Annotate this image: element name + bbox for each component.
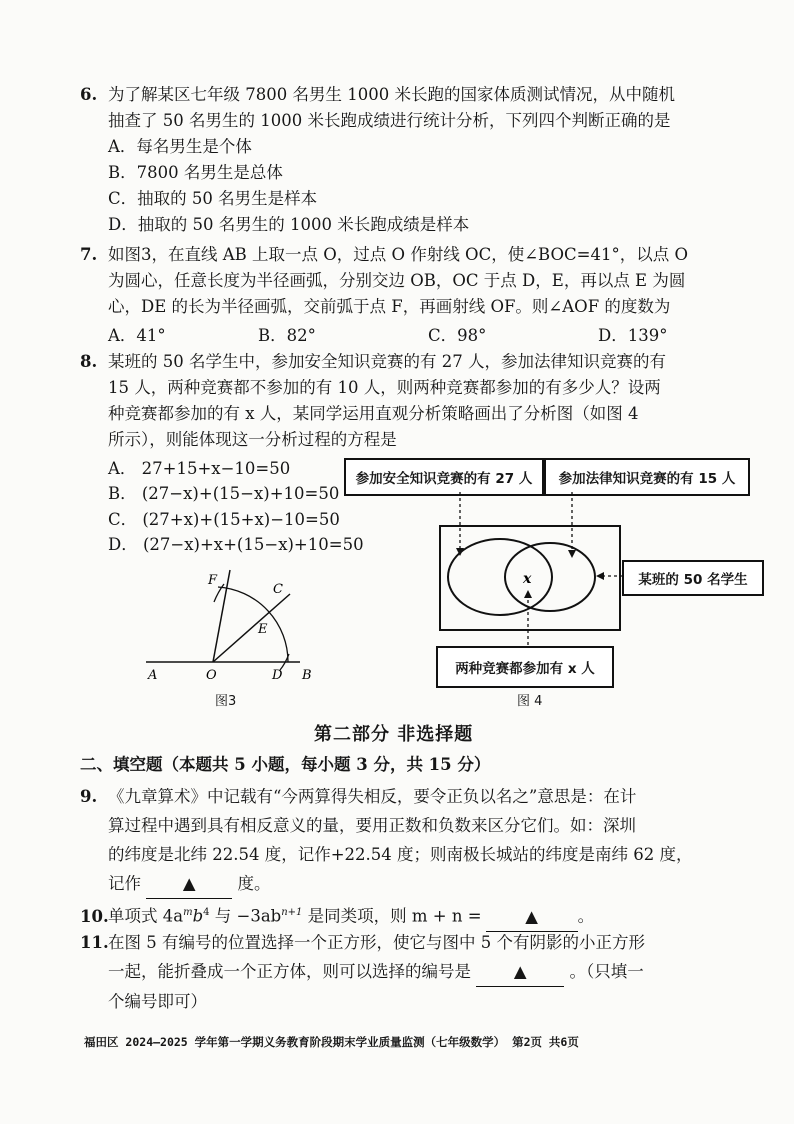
question-text: 。	[577, 906, 595, 926]
question-11	[80, 928, 645, 1016]
section-heading: 二、填空题（本题共 5 小题，每小题 3 分，共 15 分）	[80, 755, 491, 774]
question-text: 种竞赛都参加的有 x 人，某同学运用直观分析策略画出了分析图（如图 4	[108, 404, 639, 423]
option-a: A． 27+15+x−10=50	[108, 459, 291, 478]
label-o: O	[206, 668, 217, 683]
label-c: C	[273, 582, 283, 597]
box-class-50: 某班的 50 名学生	[622, 560, 764, 596]
option-d: D．139°	[598, 326, 668, 345]
question-text: 如图3，在直线 AB 上取一点 O，过点 O 作射线 OC，使∠BOC=41°，以点 O	[108, 245, 688, 264]
variable-b: b	[192, 906, 204, 926]
pointer-class	[596, 568, 624, 584]
page-footer: 福田区 2024—2025 学年第一学期义务教育阶段期末学业质量监测（七年级数学） 第2页 共6页	[84, 1035, 579, 1049]
figure-4-caption: 图 4	[517, 694, 543, 709]
label-e: E	[258, 622, 268, 637]
ray-oc	[213, 594, 290, 662]
label-f: F	[208, 573, 218, 588]
question-text: 。（只填一	[569, 962, 644, 981]
option-b: B． (27−x)+(15−x)+10=50	[108, 484, 340, 503]
figure-3-caption: 图3	[215, 694, 237, 709]
option-c: C．抽取的 50 名男生是样本	[108, 189, 318, 208]
question-text: 是同类项，则 m + n =	[302, 906, 482, 926]
question-number: 11.	[80, 933, 109, 952]
question-text: 一起，能折叠成一个正方体，则可以选择的编号是	[108, 962, 471, 981]
option-b: B．82°	[258, 326, 316, 345]
figure-3-geometry	[140, 562, 330, 687]
answer-blank[interactable]: ▲	[146, 869, 232, 899]
label-d: D	[272, 668, 283, 683]
question-text: 为了解某区七年级 7800 名男生 1000 米长跑的国家体质测试情况，从中随机	[108, 85, 675, 104]
part-two-title: 第二部分 非选择题	[314, 724, 474, 745]
question-number: 7.	[80, 245, 98, 264]
question-text: 与 −3ab	[209, 906, 282, 926]
label-b: B	[302, 668, 312, 683]
question-text: 15 人，两种竞赛都不参加的有 10 人，则两种竞赛都参加的有多少人？设两	[108, 378, 661, 397]
box-both-x: 两种竞赛都参加有 x 人	[436, 646, 614, 688]
answer-blank[interactable]: ▲	[476, 957, 564, 987]
venn-safety-circle	[448, 539, 552, 615]
question-text: 度。	[237, 874, 271, 893]
option-a: A．41°	[108, 326, 166, 345]
question-number: 6.	[80, 85, 98, 104]
option-c: C．98°	[428, 326, 487, 345]
question-9	[80, 782, 693, 899]
question-text: 个编号即可）	[108, 992, 207, 1011]
option-c: C． (27+x)+(15+x)−10=50	[108, 510, 340, 529]
question-text: 记作	[108, 874, 141, 893]
arrowhead-both	[524, 590, 532, 598]
question-text: 单项式 4a	[108, 906, 184, 926]
question-text: 抽查了 50 名男生的 1000 米长跑成绩进行统计分析，下列四个判断正确的是	[108, 111, 671, 130]
question-text: 某班的 50 名学生中，参加安全知识竞赛的有 27 人，参加法律知识竞赛的有	[108, 352, 666, 371]
question-text: 在图 5 有编号的位置选择一个正方形，使它与图中 5 个有阴影的小正方形	[108, 933, 645, 952]
arc-de	[218, 587, 288, 662]
exponent-4: 4	[203, 907, 210, 918]
option-b: B．7800 名男生是总体	[108, 163, 283, 182]
exponent-n-plus-1: n+1	[281, 907, 303, 918]
question-text: 《九章算术》中记载有“今两算得失相反，要令正负以名之”意思是：在计	[108, 787, 637, 806]
answer-blank[interactable]: ▲	[486, 902, 578, 932]
venn-law-circle	[505, 543, 595, 611]
box-law-competition: 参加法律知识竞赛的有 15 人	[544, 458, 750, 496]
question-number: 10.	[80, 906, 109, 926]
option-d: D．抽取的 50 名男生的 1000 米长跑成绩是样本	[108, 215, 470, 234]
question-6	[80, 82, 675, 238]
question-text: 算过程中遇到具有相反意义的量，要用正数和负数来区分它们。如：深圳	[108, 816, 636, 835]
fill-blank-section-title	[80, 752, 490, 778]
question-8	[80, 349, 666, 453]
question-text: 心，DE 的长为半径画弧，交前弧于点 F，再画射线 OF。则∠AOF 的度数为	[108, 297, 671, 316]
option-d: D． (27−x)+x+(15−x)+10=50	[108, 535, 364, 554]
question-7	[80, 242, 688, 320]
option-a: A．每名男生是个体	[108, 137, 252, 156]
venn-intersection-label: x	[523, 571, 532, 587]
question-text: 的纬度是北纬 22.54 度，记作+22.54 度；则南极长城站的纬度是南纬 62 度，	[108, 845, 693, 864]
exponent-m: m	[183, 907, 193, 918]
question-text: 为圆心，任意长度为半径画弧，分别交边 OB，OC 于点 D，E，再以点 E 为圆	[108, 271, 686, 290]
question-10	[80, 898, 594, 932]
question-number: 9.	[80, 787, 98, 806]
label-a: A	[148, 668, 158, 683]
arrowhead-law	[568, 550, 576, 558]
question-text: 所示），则能体现这一分析过程的方程是	[108, 430, 397, 449]
question-number: 8.	[80, 352, 98, 371]
box-safety-competition: 参加安全知识竞赛的有 27 人	[344, 458, 544, 496]
